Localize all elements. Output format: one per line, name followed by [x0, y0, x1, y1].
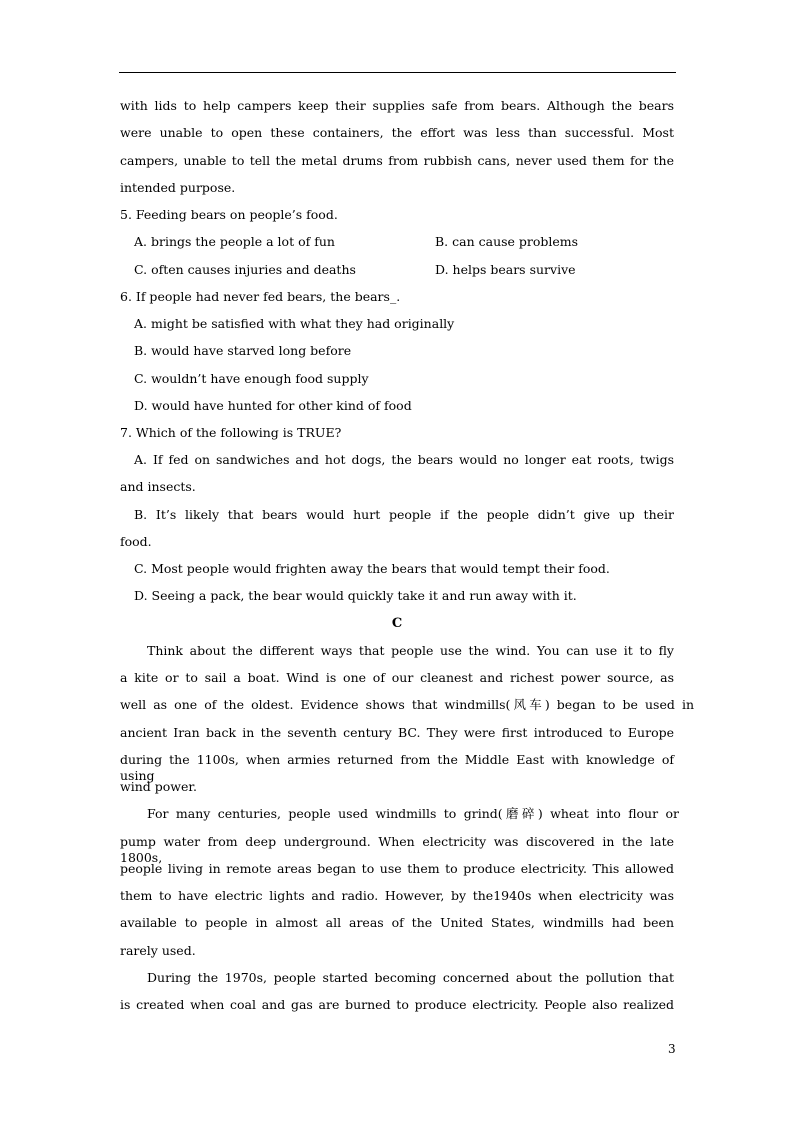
question-7-option-b: B. It’s likely that bears would hurt people if the people didn’t give up their: [134, 507, 674, 522]
paragraph-line: well as one of the oldest. Evidence shows that windmills(风车) began to be used in: [120, 697, 694, 712]
paragraph-line: available to people in almost all areas of the United States, windmills had been: [120, 915, 674, 930]
paragraph-line: ancient Iran back in the seventh century BC. They were first introduced to Europe: [120, 725, 674, 740]
question-5-option-c: C. often causes injuries and deaths: [134, 262, 356, 277]
question-5-stem: 5. Feeding bears on people’s food.: [120, 207, 338, 222]
passage-line: intended purpose.: [120, 180, 236, 195]
question-7-option-b-cont: food.: [120, 534, 152, 549]
paragraph-line: pump water from deep underground. When electricity was discovered in the late 1800s,: [120, 834, 674, 865]
paragraph-line: During the 1970s, people started becoming concerned about the pollution that: [147, 970, 674, 985]
paragraph-line: them to have electric lights and radio. However, by the1940s when electricity was: [120, 888, 674, 903]
paragraph-line: Think about the different ways that people use the wind. You can use it to fly: [147, 643, 674, 658]
question-6-option-d: D. would have hunted for other kind of food: [134, 398, 412, 413]
question-7-stem: 7. Which of the following is TRUE?: [120, 425, 342, 440]
question-7-option-a-cont: and insects.: [120, 479, 196, 494]
paragraph-line: a kite or to sail a boat. Wind is one of our cleanest and richest power source, as: [120, 670, 674, 685]
question-7-option-d: D. Seeing a pack, the bear would quickly take it and run away with it.: [134, 588, 577, 603]
passage-line: with lids to help campers keep their supplies safe from bears. Although the bears: [120, 98, 674, 113]
paragraph-line: during the 1100s, when armies returned from the Middle East with knowledge of using: [120, 752, 674, 783]
question-5-option-d: D. helps bears survive: [435, 262, 576, 277]
paragraph-line: wind power.: [120, 779, 197, 794]
question-7-option-a: A. If fed on sandwiches and hot dogs, the bears would no longer eat roots, twigs: [134, 452, 674, 467]
question-6-option-b: B. would have starved long before: [134, 343, 352, 358]
question-6-option-c: C. wouldn’t have enough food supply: [134, 371, 369, 386]
passage-line: were unable to open these containers, the effort was less than successful. Most: [120, 125, 674, 140]
paragraph-line: people living in remote areas began to use them to produce electricity. This allowed: [120, 861, 674, 876]
paragraph-line: is created when coal and gas are burned to produce electricity. People also realized: [120, 997, 674, 1012]
page-number: 3: [668, 1042, 676, 1056]
question-7-option-c: C. Most people would frighten away the bears that would tempt their food.: [134, 561, 610, 576]
header-rule: [119, 72, 676, 73]
question-5-option-b: B. can cause problems: [435, 234, 579, 249]
question-6-option-a: A. might be satisfied with what they had originally: [134, 316, 455, 331]
question-6-stem: 6. If people had never fed bears, the bears_.: [120, 289, 401, 304]
paragraph-line: For many centuries, people used windmills to grind(磨碎) wheat into flour or: [147, 806, 679, 821]
section-heading: C: [391, 616, 403, 631]
paragraph-line: rarely used.: [120, 943, 196, 958]
question-5-option-a: A. brings the people a lot of fun: [134, 234, 335, 249]
passage-line: campers, unable to tell the metal drums from rubbish cans, never used them for the: [120, 153, 674, 168]
